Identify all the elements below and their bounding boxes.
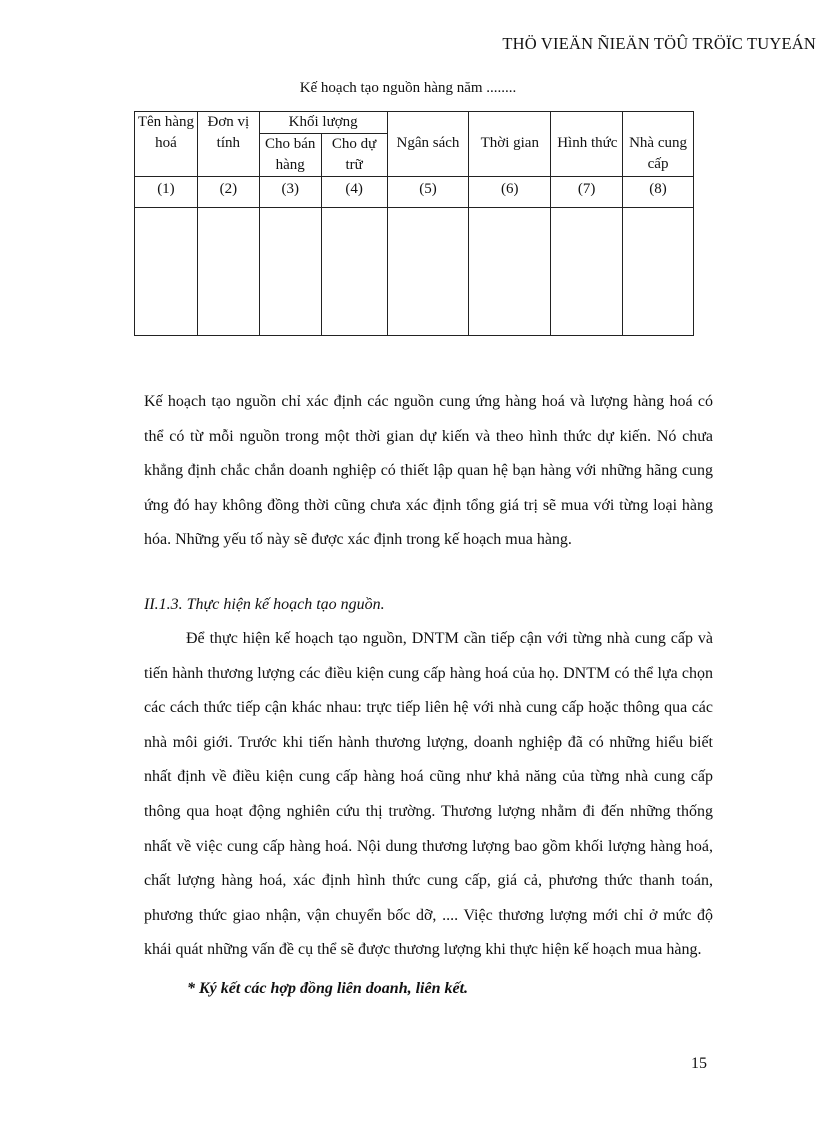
index-cell: (1) [135,177,198,208]
empty-cell [623,208,694,336]
empty-cell [259,208,321,336]
header-thoi-gian: Thời gian [469,112,551,177]
library-header: THÖ VIEÄN ÑIEÄN TÖÛ TRÖÏC TUYEÁN [502,34,816,53]
index-cell: (8) [623,177,694,208]
header-ngan-sach: Ngân sách [387,112,469,177]
header-cho-ban-hang: Cho bán hàng [259,134,321,177]
empty-cell [387,208,469,336]
index-cell: (6) [469,177,551,208]
paragraph-plan-description: Kế hoạch tạo nguồn chỉ xác định các nguồn cung ứng hàng hoá và lượng hàng hoá có thể có từ mỗi nguồn trong một thời gian dự kiến và theo hình thức dự kiến. Nó chưa khẳng định chắc chắn doanh nghiệp có thiết lập quan hệ bạn hàng với những hãng cung ứng đó hay không đồng thời cũng chưa xác định tổng giá trị sẽ mua với từng loại hàng hóa. Những yếu tố này sẽ được xác định trong kế hoạch mua hàng. [144,393,713,549]
page-number: 15 [691,1055,707,1072]
table-index-row [135,177,694,208]
table-empty-row [135,208,694,336]
empty-cell [469,208,551,336]
index-cell: (5) [387,177,469,208]
empty-cell [321,208,387,336]
header-hinh-thuc: Hình thức [551,112,623,177]
empty-cell [197,208,259,336]
section-heading: II.1.3. Thực hiện kế hoạch tạo nguồn. [144,596,385,613]
index-cell: (3) [259,177,321,208]
index-cell: (7) [551,177,623,208]
index-cell: (4) [321,177,387,208]
header-don-vi-tinh: Đơn vị tính [197,112,259,177]
table-title: Kế hoạch tạo nguồn hàng năm ........ [299,80,517,96]
empty-cell [551,208,623,336]
header-cho-du-tru: Cho dự trữ [321,134,387,177]
sourcing-plan-table [134,111,694,336]
empty-cell [135,208,198,336]
header-khoi-luong: Khối lượng [259,112,387,134]
header-nha-cung-cap: Nhà cung cấp [623,112,694,177]
subsection-heading: * Ký kết các hợp đồng liên doanh, liên kết. [187,980,469,997]
header-ten-hang-hoa: Tên hàng hoá [135,112,198,177]
index-cell: (2) [197,177,259,208]
table-header-row [135,112,694,134]
paragraph-implementation: Để thực hiện kế hoạch tạo nguồn, DNTM cần tiếp cận với từng nhà cung cấp và tiến hành thương lượng các điều kiện cung cấp hàng hoá của họ. DNTM có thể lựa chọn các cách thức tiếp cận khác nhau: trực tiếp liên hệ với nhà cung cấp hoặc thông qua các nhà môi giới. Trước khi tiến hành thương lượng, doanh nghiệp đã có những hiểu biết nhất định về điều kiện cung cấp hàng hoá cũng như khả năng của từng nhà cung cấp thông qua hoạt động nghiên cứu thị trường. Thương lượng nhằm đi đến những thống nhất về việc cung cấp hàng hoá. Nội dung thương lượng bao gồm khối lượng hàng hoá, chất lượng hàng hoá, xác định hình thức cung cấp, giá cả, phương thức thanh toán, phương thức giao nhận, vận chuyển bốc dỡ, .... Việc thương lượng mới chỉ ở mức độ khái quát những vấn đề cụ thể sẽ được thương lượng khi thực hiện kế hoạch mua hàng. [144,630,713,959]
